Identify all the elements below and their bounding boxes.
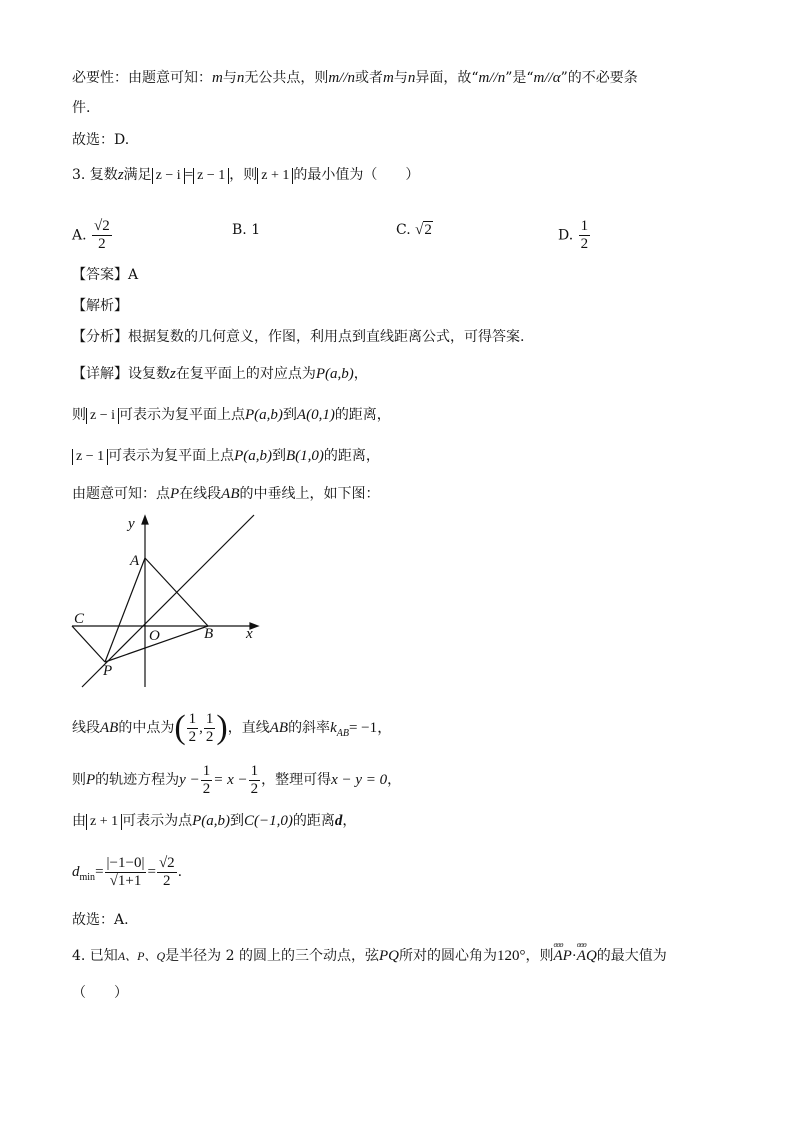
var-m: m (383, 70, 394, 86)
choice-a: 故选：A. (72, 912, 129, 928)
text: 的中点为 (118, 720, 175, 736)
point-p: P(a,b) (315, 366, 354, 382)
denominator: 2 (98, 236, 106, 252)
text: 的距离， (323, 448, 380, 464)
text: 到 (230, 813, 245, 829)
segment-ab (145, 558, 208, 626)
text: ， (342, 813, 357, 829)
text: ，直线 (227, 720, 270, 736)
text: 可表示为复平面上点 (119, 407, 245, 423)
fenxi-text: 根据复数的几何意义，作图，利用点到直线距离公式，可得答案. (128, 329, 525, 345)
detail-line-3 (72, 446, 380, 466)
question-4-paren: （ ） (72, 985, 128, 1001)
var-z: z (117, 167, 124, 183)
abs-z-minus-i: z − i (86, 408, 119, 424)
text: 在复平面上的对应点为 (175, 366, 316, 382)
radicand: 2 (424, 222, 432, 238)
denominator: 2 (188, 728, 197, 745)
text: 到 (272, 448, 287, 464)
question-number: 3. 复数 (72, 167, 118, 183)
numerator: |−1−0| (106, 854, 145, 871)
point-p: P(a,b) (192, 813, 231, 829)
text: 的中垂线上，如下图： (239, 486, 380, 502)
y-axis-arrow (142, 516, 148, 524)
var-m: m (212, 70, 223, 86)
text: 的最小值为（ ） (293, 167, 420, 183)
subscript-min: min (79, 871, 96, 883)
expr: = x − (213, 772, 248, 788)
text: 到 (282, 407, 297, 423)
text: 或者 (355, 70, 384, 86)
text: 线段 (72, 720, 100, 736)
var-n: n (236, 70, 245, 86)
text: ，则 (525, 948, 554, 964)
detail-line-2 (72, 405, 391, 425)
label-b: B (204, 626, 214, 642)
fraction (249, 763, 261, 798)
var-d: d (334, 813, 343, 829)
segment-pa (105, 558, 145, 662)
option-a (72, 218, 113, 253)
abs-z-plus-1: z + 1 (257, 168, 293, 184)
text: 与 (393, 70, 408, 86)
expr-m-parallel-n: m//n (328, 70, 356, 86)
var-d: d (72, 864, 80, 880)
option-label: C. (396, 222, 411, 238)
text: ，则 (229, 167, 258, 183)
label-y: y (128, 516, 135, 532)
label-c: C (74, 611, 85, 627)
equals: = (147, 864, 156, 880)
numerator: √2 (158, 854, 175, 871)
abs-z-minus-1: z − 1 (193, 168, 229, 184)
expr-m-parallel-n: m//n (478, 70, 506, 86)
option-b: B. 1 (232, 222, 261, 238)
fenxi-line (72, 327, 524, 347)
denominator: 2 (250, 780, 259, 797)
slope-value: = −1， (348, 720, 393, 736)
fraction (187, 711, 199, 746)
numerator: √2 (94, 218, 110, 234)
slope-subscript: AB (336, 727, 349, 739)
denominator: 2 (163, 872, 171, 889)
text: 无公共点，则 (244, 70, 329, 86)
text: 是半径为 2 的圆上的三个动点，弦 (165, 948, 379, 964)
text: 的距离 (292, 813, 335, 829)
segment-pc (72, 626, 105, 662)
question-number: 4. 已知 (72, 948, 118, 964)
question-3 (72, 165, 419, 185)
text: 可表示为复平面上点 (108, 448, 235, 464)
answer-tag: 【答案】 (72, 267, 128, 283)
text: ”是“ (505, 70, 534, 86)
label-o: O (149, 628, 160, 644)
expr: y − (179, 772, 200, 788)
denominator: 2 (205, 728, 214, 745)
point-b: B(1,0) (286, 448, 324, 464)
detail-line-1 (72, 364, 368, 384)
question-4 (72, 946, 667, 966)
text: 与 (222, 70, 237, 86)
point-p: P(a,b) (234, 448, 273, 464)
text: 在线段 (179, 486, 222, 502)
text: ，整理可得 (261, 772, 332, 788)
analysis-tag: 【解析】 (72, 298, 128, 314)
equals: = (184, 167, 194, 183)
answer-line (72, 265, 138, 285)
text: 的最大值为 (596, 948, 667, 964)
fraction (201, 763, 213, 798)
text: 必要性：由题意可知： (72, 70, 212, 86)
segment-ab: AB (221, 486, 240, 502)
text: 由 (72, 813, 86, 829)
text: 由题意可知：点 (72, 486, 170, 502)
slope-k: k (330, 720, 337, 736)
segment-ab: AB (100, 720, 119, 736)
var-p: P (86, 772, 96, 788)
fraction (204, 711, 216, 746)
point-p: P(a,b) (245, 407, 283, 423)
fenxi-tag: 【分析】 (72, 329, 128, 345)
label-x: x (246, 626, 253, 642)
var-p: P (170, 486, 180, 502)
text: 可表示为点 (122, 813, 193, 829)
angle: 120° (496, 948, 526, 964)
denominator: √1+1 (109, 872, 142, 889)
point-c: C(−1,0) (244, 813, 293, 829)
geometry-figure (68, 510, 268, 695)
detail-tag: 【详解】 (72, 366, 128, 382)
var-z: z (170, 366, 176, 382)
detail-line-6 (72, 760, 401, 800)
text: 的斜率 (288, 720, 331, 736)
detail-line-4 (72, 484, 380, 504)
point-a: A(0,1) (296, 407, 335, 423)
necessity-line-1 (72, 68, 638, 88)
text: 则 (72, 407, 86, 423)
numerator: 1 (580, 218, 589, 234)
text: 的轨迹方程为 (95, 772, 180, 788)
text: 则 (72, 772, 86, 788)
denominator: 2 (202, 780, 211, 797)
abs-z-plus-1: z + 1 (86, 814, 122, 830)
line-equation: x − y = 0 (331, 772, 388, 788)
text: 所对的圆心角为 (398, 948, 497, 964)
abs-z-minus-1: z − 1 (72, 449, 108, 465)
detail-line-7 (72, 811, 356, 831)
fraction (105, 855, 147, 890)
answer: A (128, 267, 139, 283)
sqrt: √2 (415, 222, 432, 238)
text: . (177, 864, 183, 880)
dot: · (571, 948, 577, 964)
label-p: P (103, 663, 113, 679)
segment-ab: AB (269, 720, 289, 736)
q3-options (72, 210, 672, 250)
expr-m-parallel-alpha: m//α (533, 70, 561, 86)
option-label: D. (558, 227, 574, 244)
text: 异面，故“ (415, 70, 479, 86)
numerator: 1 (250, 762, 259, 779)
option-c (396, 220, 433, 240)
var-n: n (407, 70, 416, 86)
text: 的距离， (334, 407, 391, 423)
text: ”的不必要条 (560, 70, 638, 86)
abs-z-minus-i: z − i (152, 168, 185, 184)
chord-pq: PQ (378, 948, 399, 964)
option-label: A. (72, 227, 87, 244)
text: ， (353, 366, 368, 382)
equals: = (95, 864, 104, 880)
text: 设复数 (128, 366, 170, 382)
detail-line-5: 线段AB的中点为( $\frac{1}{2}$ , $\frac{1}{2}$ )，直线AB的斜率$k_{AB}= -1$， (72, 709, 393, 746)
numerator: 1 (188, 710, 197, 727)
text: 满足 (123, 167, 152, 183)
fraction (157, 855, 177, 890)
label-a: A (130, 553, 140, 569)
fraction (92, 218, 112, 253)
choice-d: 故选：D. (72, 132, 130, 148)
vector-aq: ɵɵɵ AQ (577, 946, 597, 966)
numerator: 1 (205, 710, 214, 727)
text: ， (387, 772, 402, 788)
numerator: 1 (202, 762, 211, 779)
fraction (579, 218, 591, 253)
points-apq: A、P、Q (117, 949, 166, 963)
denominator: 2 (580, 236, 589, 252)
vector-ap: ɵɵɵ AP (553, 946, 571, 966)
option-d (558, 218, 591, 253)
dmin-formula (72, 850, 182, 900)
necessity-line-2: 件. (72, 100, 91, 116)
